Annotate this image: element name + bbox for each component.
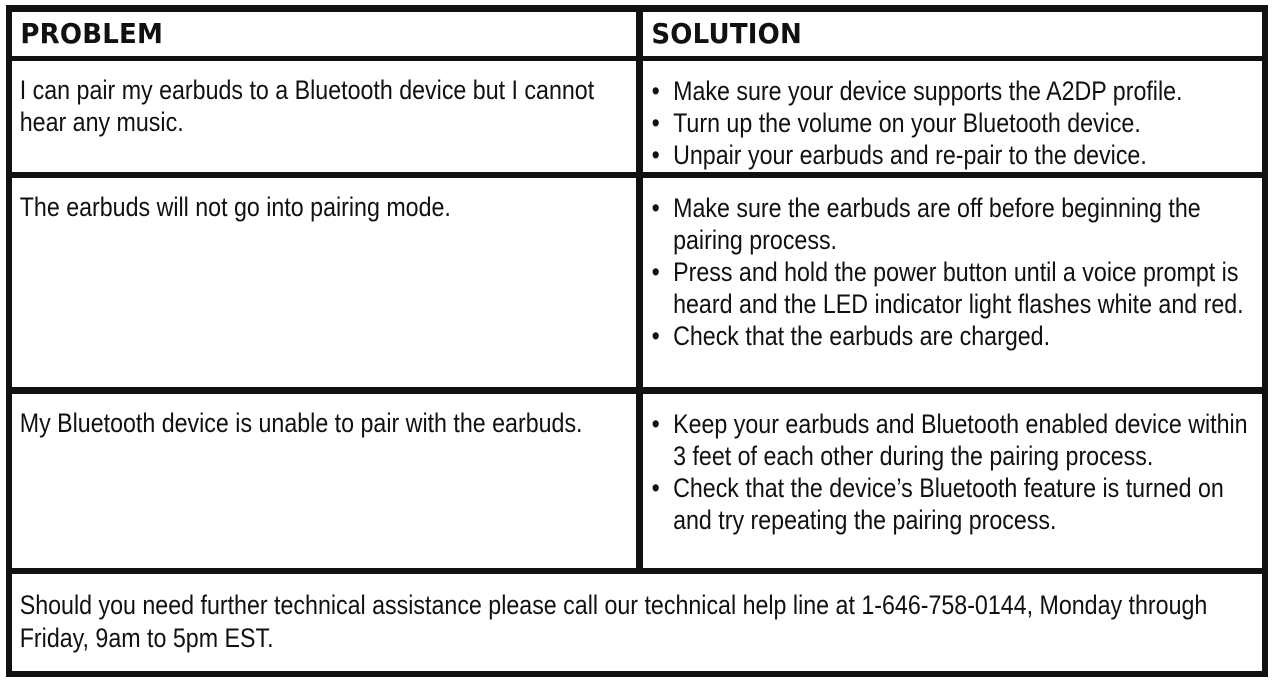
problem-text-3: My Bluetooth device is unable to pair with the earbuds. — [19, 408, 583, 438]
solution-list-2 — [643, 178, 1264, 352]
solution-item: • Keep your earbuds and Bluetooth enabled device within 3 feet of each other during the pairing process. — [651, 409, 1248, 471]
support-note: Should you need further technical assistance please call our technical help line at 1-646-758-0144, Monday through Friday, 9am to 5pm EST. — [19, 590, 1208, 653]
header-cell-problem — [12, 12, 636, 56]
solution-cell-3 — [643, 394, 1262, 568]
problem-cell-2 — [12, 178, 636, 387]
problem-text-1: I can pair my earbuds to a Bluetooth device but I cannot hear any music. — [19, 75, 595, 137]
footer-cell — [12, 574, 1262, 671]
bullet-icon: • — [651, 321, 660, 351]
bullet-icon: • — [651, 473, 660, 503]
bullet-icon: • — [651, 76, 660, 106]
bullet-icon: • — [651, 193, 660, 223]
troubleshooting-table — [6, 5, 1268, 677]
problem-cell-3 — [12, 394, 636, 568]
solution-list-3 — [643, 394, 1264, 536]
solution-item: • Turn up the volume on your Bluetooth device. — [651, 108, 1141, 138]
bullet-icon: • — [651, 108, 660, 138]
bullet-icon: • — [651, 140, 660, 170]
solution-list-1 — [643, 61, 1264, 171]
header-solution-label: SOLUTION — [651, 17, 802, 50]
solution-item: • Make sure the earbuds are off before beginning the pairing process. — [651, 193, 1201, 255]
bullet-icon: • — [651, 409, 660, 439]
solution-item: • Press and hold the power button until a voice prompt is heard and the LED indicator light flashes white and red. — [651, 257, 1244, 319]
solution-item: • Check that the device’s Bluetooth feature is turned on and try repeating the pairing process. — [651, 473, 1224, 535]
problem-cell-1 — [12, 61, 636, 172]
solution-item: • Check that the earbuds are charged. — [651, 321, 1051, 351]
solution-cell-1 — [643, 61, 1262, 172]
problem-text-2: The earbuds will not go into pairing mode. — [19, 192, 451, 222]
solution-item: • Unpair your earbuds and re-pair to the device. — [651, 140, 1147, 170]
header-cell-solution — [643, 12, 1262, 56]
header-problem-label: PROBLEM — [20, 17, 164, 50]
solution-item: • Make sure your device supports the A2DP profile. — [651, 76, 1183, 106]
bullet-icon: • — [651, 257, 660, 287]
solution-cell-2 — [643, 178, 1262, 387]
